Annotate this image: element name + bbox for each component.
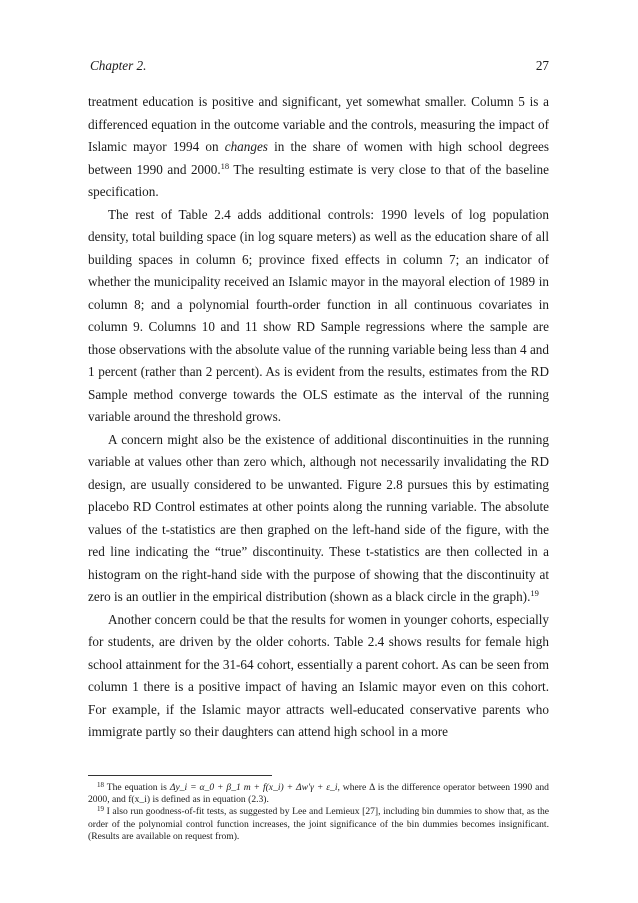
footnote-18-equation: Δy_i = α_0 + β_1 m + f(x_i) + Δw′γ + ε_i	[169, 782, 338, 793]
footnote-mark-18: 18	[97, 781, 104, 789]
paragraph-1-part-2: in the share of women with high school degrees between 1990 and 2000.	[88, 139, 549, 177]
footnote-18-post: , where Δ is the difference operator between 1990 and 2000, and f(x_i) is defined as in equation (2.3).	[88, 782, 549, 806]
chapter-label: Chapter 2.	[90, 58, 147, 73]
footnote-mark-19: 19	[97, 805, 104, 814]
footnote-19-text: I also run goodness-of-fit tests, as suggested by Lee and Lemieux [27], including bin dummies to show that, as the order of the polynomial control function increases, the joint significance of the bin dummies becomes insignificant. (Results are available on request from).	[88, 806, 549, 842]
footnote-ref-19[interactable]: 19	[530, 588, 539, 598]
footnote-ref-18[interactable]: 18	[220, 160, 230, 171]
body-text	[88, 91, 549, 744]
footnote-rule	[88, 775, 272, 776]
footnote-19	[88, 806, 549, 843]
page-number: 27	[535, 58, 549, 73]
footnote-18	[88, 782, 549, 806]
footnote-18-pre: The equation is	[104, 782, 170, 793]
paragraph-2: The rest of Table 2.4 adds additional controls: 1990 levels of log population density, total building space (in log square meters) as well as the education share of all building spaces in column 6; province fixed effects in column 7; an indicator of whether the municipality received an Islamic mayor in the mayoral election of 1989 in column 8; and a polynomial fourth-order function in all continuous covariates in column 9. Columns 10 and 11 show RD Sample regressions where the sample are those observations with the absolute value of the running variable being less than 4 and 1 percent (rather than 2 percent). As is evident from the results, estimates from the RD Sample method converge towards the OLS estimate as the interval of the running variable around the threshold grows.	[88, 206, 549, 424]
paragraph-3	[88, 429, 549, 609]
emphasis-changes: changes	[224, 139, 268, 154]
paragraph-1-part-1: treatment education is positive and significant, yet somewhat smaller. Column 5 is a differenced equation in the outcome variable and the controls, measuring the impact of Islamic mayor 1994 on	[88, 94, 549, 154]
paragraph-1-part-3: The resulting estimate is very close to that of the baseline specification.	[88, 161, 549, 199]
footnotes	[88, 782, 549, 843]
paragraph-1	[88, 91, 549, 204]
running-header	[88, 58, 549, 78]
paragraph-4: Another concern could be that the results for women in younger cohorts, especially for students, are driven by the older cohorts. Table 2.4 shows results for female high school attainment for the 31-64 cohort, essentially a parent cohort. As can be seen from column 1 there is a positive impact of having an Islamic mayor even on this cohort. For example, if the Islamic mayor attracts well-educated conservative parents who immigrate partly so their daughters can attend high school in a more	[88, 611, 549, 739]
paragraph-3-text: A concern might also be the existence of additional discontinuities in the running variable at values other than zero which, although not necessarily invalidating the RD design, are usually considered to be unwanted. Figure 2.8 pursues this by estimating placebo RD Control estimates at other points along the running variable. The absolute values of the t-statistics are then graphed on the left-hand side of the figure, with the red line indicating the “true” discontinuity. These t-statistics are then collected in a histogram on the right-hand side with the purpose of showing that the discontinuity at zero is an outlier in the empirical distribution (shown as a black circle in the graph).	[88, 431, 549, 604]
